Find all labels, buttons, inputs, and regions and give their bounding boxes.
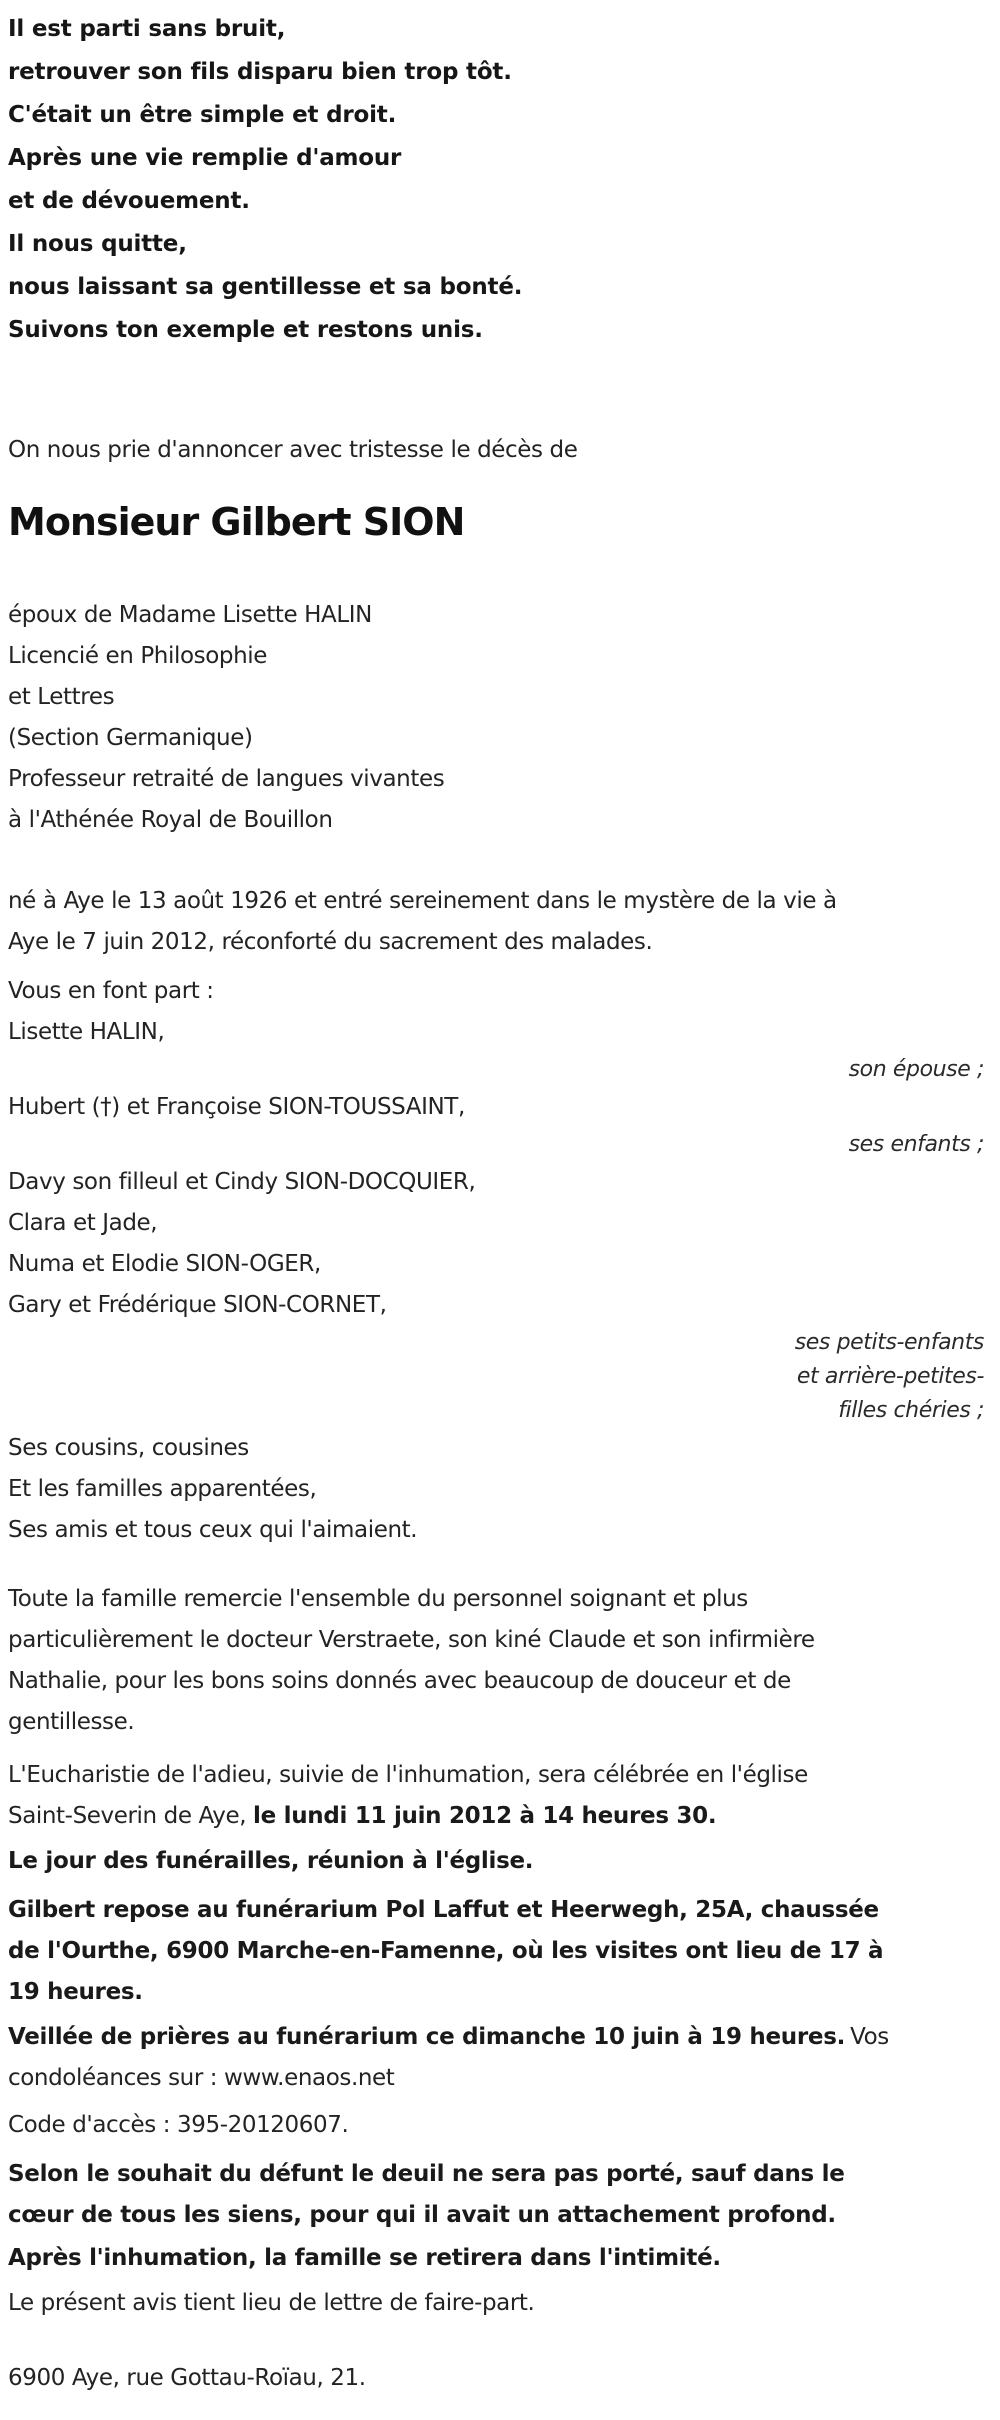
epitaph-poem (8, 8, 986, 352)
funerarium-line: de l'Ourthe, 6900 Marche-en-Famenne, où les visites ont lieu de 17 à (8, 1938, 884, 1964)
epitaph-line: et de dévouement. (8, 188, 250, 214)
family-relation-line: et arrière-petites- (796, 1364, 984, 1389)
family-relation (8, 1128, 986, 1162)
other-relatives (8, 1428, 986, 1551)
family-relation (8, 1053, 986, 1087)
condolences-intro: Vos (850, 2024, 889, 2050)
family-relation-line: son épouse ; (848, 1057, 984, 1082)
funerarium-line: Gilbert repose au funérarium Pol Laffut et Heerwegh, 25A, chaussée (8, 1897, 879, 1923)
funerarium-line: 19 heures. (8, 1979, 143, 2005)
funerarium-details (8, 1890, 986, 2013)
ceremony-line: L'Eucharistie de l'adieu, suivie de l'inhumation, sera célébrée en l'église (8, 1762, 808, 1788)
mourning-wish (8, 2154, 986, 2236)
relative-line: Ses amis et tous ceux qui l'aimaient. (8, 1517, 418, 1543)
family-member-name: Lisette HALIN, (8, 1019, 165, 1045)
family-group-spouse (8, 1012, 986, 1087)
birth-death-line: né à Aye le 13 août 1926 et entré sereinement dans le mystère de la vie à (8, 888, 837, 914)
thanks-paragraph (8, 1579, 986, 1743)
vigil-condolences (8, 2017, 986, 2099)
legal-notice: Le présent avis tient lieu de lettre de faire-part. (8, 2290, 535, 2316)
family-member-name: Clara et Jade, (8, 1210, 158, 1236)
thanks-line: gentillesse. (8, 1709, 135, 1735)
epitaph-line: Il est parti sans bruit, (8, 16, 286, 42)
condolences-url-line: condoléances sur : www.enaos.net (8, 2065, 395, 2091)
epitaph-line: Il nous quitte, (8, 231, 187, 257)
announcement-label: Vous en font part : (8, 978, 214, 1004)
bio-line: et Lettres (8, 684, 115, 710)
address-line: 6900 Aye, rue Gottau-Roïau, 21. (8, 2365, 366, 2391)
ceremony-details (8, 1755, 986, 1837)
family-group-children (8, 1087, 986, 1162)
epitaph-line: Suivons ton exemple et restons unis. (8, 317, 483, 343)
deceased-name: Monsieur Gilbert SION (8, 500, 465, 544)
bio-line: à l'Athénée Royal de Bouillon (8, 807, 333, 833)
deceased-bio (8, 595, 986, 841)
family-member-name: Hubert (†) et Françoise SION-TOUSSAINT, (8, 1094, 465, 1120)
epitaph-line: Après une vie remplie d'amour (8, 145, 402, 171)
mourning-line: cœur de tous les siens, pour qui il avait un attachement profond. (8, 2202, 836, 2228)
thanks-line: particulièrement le docteur Verstraete, son kiné Claude et son infirmière (8, 1627, 815, 1653)
family-group-grandchildren (8, 1162, 986, 1428)
family-relation-line: ses petits-enfants (794, 1330, 984, 1355)
family-member-name: Numa et Elodie SION-OGER, (8, 1251, 321, 1277)
access-code: Code d'accès : 395-20120607. (8, 2112, 349, 2138)
announcement-intro: On nous prie d'annoncer avec tristesse le décès de (8, 437, 578, 463)
reunion-notice: Le jour des funérailles, réunion à l'église. (8, 1848, 534, 1874)
privacy-notice: Après l'inhumation, la famille se retirera dans l'intimité. (8, 2245, 721, 2271)
mourning-line: Selon le souhait du défunt le deuil ne sera pas porté, sauf dans le (8, 2161, 845, 2187)
epitaph-line: C'était un être simple et droit. (8, 102, 397, 128)
bio-line: Professeur retraité de langues vivantes (8, 766, 445, 792)
family-member-name: Davy son filleul et Cindy SION-DOCQUIER, (8, 1169, 476, 1195)
epitaph-line: nous laissant sa gentillesse et sa bonté. (8, 274, 523, 300)
birth-death-line: Aye le 7 juin 2012, réconforté du sacrement des malades. (8, 929, 653, 955)
vigil-notice: Veillée de prières au funérarium ce dimanche 10 juin à 19 heures. (8, 2024, 846, 2050)
bio-line: (Section Germanique) (8, 725, 253, 751)
family-relation (8, 1326, 986, 1428)
thanks-line: Toute la famille remercie l'ensemble du personnel soignant et plus (8, 1586, 748, 1612)
relative-line: Et les familles apparentées, (8, 1476, 317, 1502)
family-list (8, 1012, 986, 1428)
thanks-line: Nathalie, pour les bons soins donnés avec beaucoup de douceur et de (8, 1668, 791, 1694)
birth-death-statement (8, 881, 986, 963)
family-relation-line: filles chéries ; (838, 1398, 984, 1423)
ceremony-datetime: le lundi 11 juin 2012 à 14 heures 30. (253, 1803, 717, 1829)
bio-line: Licencié en Philosophie (8, 643, 267, 669)
family-member-name: Gary et Frédérique SION-CORNET, (8, 1292, 387, 1318)
family-relation-line: ses enfants ; (848, 1132, 984, 1157)
ceremony-line (8, 1796, 986, 1837)
bio-line: époux de Madame Lisette HALIN (8, 602, 372, 628)
relative-line: Ses cousins, cousines (8, 1435, 249, 1461)
vigil-line (8, 2017, 986, 2058)
epitaph-line: retrouver son fils disparu bien trop tôt. (8, 59, 512, 85)
ceremony-location: Saint-Severin de Aye, (8, 1803, 254, 1829)
